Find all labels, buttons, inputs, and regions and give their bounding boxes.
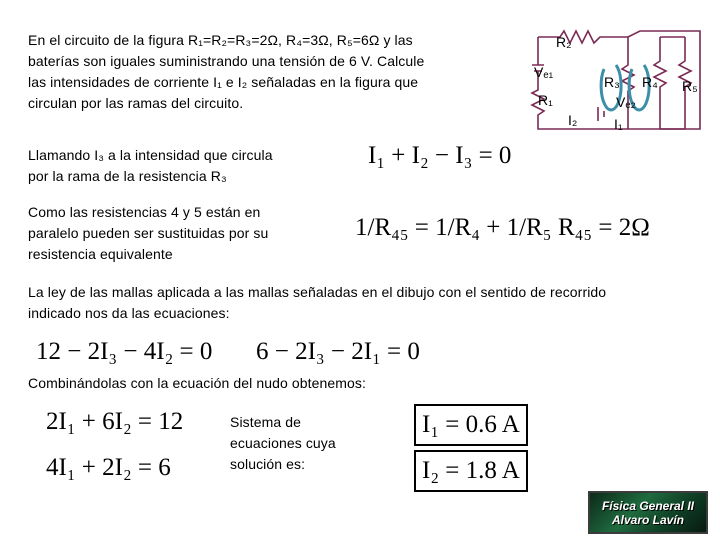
step3-line-1: La ley de las mallas aplicada a las mallas señaladas en el dibujo con el sentido de recorrido (28, 284, 607, 300)
node-equation: I₁ + I₂ − I₃ = 0 (368, 142, 512, 169)
circuit-diagram (520, 25, 710, 135)
label-ve2: Vₑ₂ (616, 94, 636, 110)
logo-line-1: Física General II (601, 498, 695, 513)
system-note-line-2: ecuaciones cuya (230, 435, 336, 451)
circuit-wire-left-top (538, 31, 628, 43)
label-i2: I₂ (568, 112, 578, 128)
system-note-line-3: solución es: (230, 456, 306, 472)
system-note-line-1: Sistema de (230, 414, 302, 430)
solution-i2: I₂ = 1.8 A (414, 450, 528, 492)
label-r5: R₅ (682, 78, 698, 94)
problem-line-1: En el circuito de la figura R₁=R₂=R₃=2Ω, R₄=3Ω, R₅=6Ω y las (28, 32, 413, 48)
system-equation-2: 4I₁ + 2I₂ = 6 (46, 454, 171, 481)
step2-line-3: resistencia equivalente (28, 246, 173, 262)
step4-line-1: Combinándolas con la ecuación del nudo obtenemos: (28, 375, 367, 391)
mesh-equation-1: 12 − 2I₃ − 4I₂ = 0 (36, 338, 213, 365)
label-r4: R₄ (642, 74, 658, 90)
circuit-wire-left-side (532, 37, 640, 129)
label-r2: R₂ (556, 34, 572, 50)
solution-i1: I₁ = 0.6 A (414, 404, 528, 446)
logo-line-2: Alvaro Lavín (611, 512, 685, 527)
step2-line-2: paralelo pueden ser sustituidas por su (28, 225, 269, 241)
mesh-equation-2: 6 − 2I₃ − 2I₁ = 0 (256, 338, 420, 365)
step1-line-2: por la rama de la resistencia R₃ (28, 168, 227, 184)
label-r3: R₃ (604, 74, 620, 90)
step2-line-1: Como las resistencias 4 y 5 están en (28, 204, 261, 220)
step1-line-1: Llamando I₃ a la intensidad que circula (28, 147, 273, 163)
course-logo (588, 491, 708, 534)
label-r1: R₁ (538, 92, 553, 108)
system-equation-1: 2I₁ + 6I₂ = 12 (46, 408, 184, 435)
label-ve1: Vₑ₁ (534, 64, 554, 80)
equivalent-resistance: R₄₅ = 2Ω (558, 214, 650, 241)
problem-line-3: las intensidades de corriente I₁ e I₂ señaladas en la figura que (28, 74, 419, 90)
circuit-battery-2 (598, 107, 604, 121)
problem-line-4: circulan por las ramas del circuito. (28, 95, 244, 111)
step3-line-2: indicado nos da las ecuaciones: (28, 305, 230, 321)
parallel-equation: 1/R₄₅ = 1/R₄ + 1/R₅ (355, 214, 552, 241)
label-i1: I₁ (614, 116, 623, 132)
problem-line-2: baterías son iguales suministrando una tensión de 6 V. Calcule (28, 53, 425, 69)
